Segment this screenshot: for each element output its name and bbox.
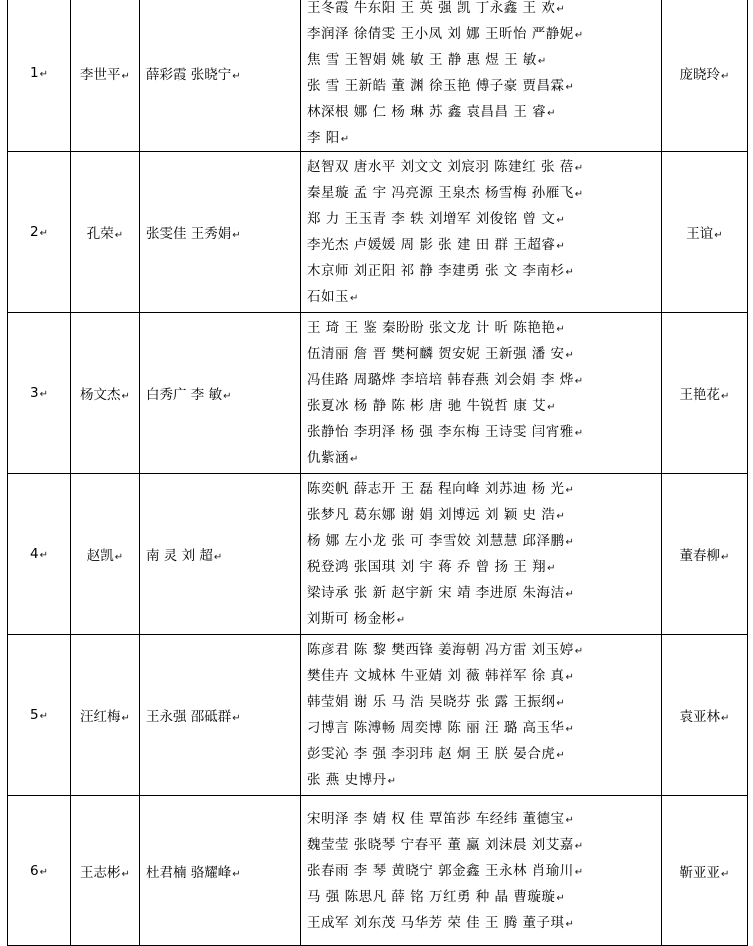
member-line (307, 0, 659, 21)
paragraph-mark: ↵ (574, 840, 584, 852)
paragraph-mark: ↵ (556, 698, 566, 709)
group-number-cell (8, 635, 71, 796)
leader-name: 孔荣 (86, 226, 114, 242)
member-names: 伍清丽 詹 晋 樊柯麟 贺安妮 王新强 潘 安 (307, 346, 565, 362)
paragraph-mark: ↵ (340, 134, 350, 145)
member-line (307, 858, 659, 884)
paragraph-mark: ↵ (232, 868, 241, 880)
member-names: 冯佳路 周璐烨 李培培 韩春燕 刘会娟 李 烨 (307, 372, 574, 388)
paragraph-mark: ↵ (547, 563, 557, 574)
leader-cell (71, 313, 140, 474)
member-line (307, 910, 659, 936)
paragraph-mark: ↵ (350, 454, 359, 465)
member-line (307, 476, 659, 502)
paragraph-mark: ↵ (114, 552, 124, 563)
head-name: 王谊 (686, 226, 714, 242)
paragraph-mark: ↵ (574, 30, 584, 41)
member-line (307, 341, 659, 367)
head-cell (662, 313, 748, 474)
paragraph-mark: ↵ (574, 376, 584, 387)
group-number: 3 (30, 385, 39, 401)
paragraph-mark: ↵ (350, 293, 359, 304)
paragraph-mark: ↵ (556, 4, 566, 15)
members-cell (301, 796, 662, 946)
paragraph-mark: ↵ (556, 241, 566, 252)
group-number: 1 (30, 65, 39, 81)
paragraph-mark: ↵ (556, 324, 566, 335)
member-names: 张春雨 李 琴 黄晓宁 郭金鑫 王永林 肖瑜川 (307, 862, 574, 879)
member-names: 陈彦君 陈 黎 樊西锋 姜海朝 冯方雷 刘玉婷 (307, 642, 574, 658)
head-cell (662, 796, 748, 946)
member-names: 李 阳 (307, 130, 340, 146)
group-number-cell (8, 152, 71, 313)
member-names: 林深根 娜 仁 杨 琳 苏 鑫 袁昌昌 王 睿 (307, 104, 547, 120)
member-names: 李光杰 卢媛媛 周 影 张 建 田 群 王超睿 (307, 237, 556, 253)
members-cell (301, 152, 662, 313)
tutors-cell (140, 0, 301, 152)
paragraph-mark: ↵ (565, 918, 575, 930)
group-row (8, 0, 748, 152)
paragraph-mark: ↵ (721, 391, 730, 402)
member-names: 焦 雪 王智娟 姚 敏 王 静 惠 煜 王 敏 (307, 52, 537, 68)
member-names: 樊佳卉 文城林 牛亚婧 刘 薇 韩祥军 徐 真 (307, 668, 565, 684)
member-names: 张 雪 王新皓 董 渊 徐玉艳 傅子豪 贾昌霖 (307, 78, 565, 94)
leader-cell (71, 474, 140, 635)
paragraph-mark: ↵ (721, 552, 730, 563)
leader-name: 赵凯 (86, 548, 114, 564)
member-names: 刁博言 陈溥畅 周奕博 陈 丽 汪 璐 高玉华 (307, 720, 565, 736)
tutor-names: 杜君楠 骆耀峰 (146, 864, 232, 881)
member-line (307, 606, 659, 632)
member-names: 王成军 刘东茂 马华芳 荣 佳 王 腾 董子琪 (307, 914, 565, 931)
member-names: 张夏冰 杨 静 陈 彬 唐 驰 牛锐哲 康 艾 (307, 398, 547, 414)
leader-name: 李世平 (80, 67, 121, 83)
member-names: 宋明泽 李 婧 权 佳 覃笛莎 车经纬 董德宝 (307, 810, 565, 827)
paragraph-mark: ↵ (39, 69, 48, 80)
paragraph-mark: ↵ (565, 485, 575, 496)
paragraph-mark: ↵ (223, 391, 232, 402)
head-cell (662, 152, 748, 313)
member-line (307, 637, 659, 663)
member-line (307, 393, 659, 419)
member-line (307, 258, 659, 284)
paragraph-mark: ↵ (556, 215, 566, 226)
group-number-cell (8, 796, 71, 946)
member-line (307, 767, 659, 793)
leader-cell (71, 0, 140, 152)
paragraph-mark: ↵ (232, 71, 241, 82)
paragraph-mark: ↵ (721, 868, 730, 880)
paragraph-mark: ↵ (39, 389, 48, 400)
head-name: 王艳花 (679, 387, 721, 403)
member-line (307, 445, 659, 471)
paragraph-mark: ↵ (574, 646, 584, 657)
group-number-cell (8, 474, 71, 635)
tutors-cell (140, 313, 301, 474)
member-names: 王冬霞 牛东阳 王 英 强 凯 丁永鑫 王 欢 (307, 0, 556, 16)
member-line (307, 47, 659, 73)
tutors-cell (140, 635, 301, 796)
member-names: 梁诗承 张 新 赵宇新 宋 靖 李进原 朱海洁 (307, 585, 565, 601)
paragraph-mark: ↵ (574, 189, 584, 200)
paragraph-mark: ↵ (547, 402, 557, 413)
member-line (307, 884, 659, 910)
group-number-cell (8, 313, 71, 474)
member-line (307, 99, 659, 125)
members-cell (301, 0, 662, 152)
paragraph-mark: ↵ (565, 350, 575, 361)
group-row (8, 152, 748, 313)
tutor-names: 南 灵 刘 超 (146, 548, 213, 564)
paragraph-mark: ↵ (565, 724, 575, 735)
leader-cell (71, 796, 140, 946)
tutors-cell (140, 796, 301, 946)
member-line (307, 502, 659, 528)
head-name: 董春柳 (679, 548, 721, 564)
member-line (307, 580, 659, 606)
member-names: 张静怡 李玥泽 杨 强 李东梅 王诗雯 闫宵雅 (307, 424, 574, 440)
paragraph-mark: ↵ (121, 391, 130, 402)
group-number: 5 (30, 707, 39, 723)
member-line (307, 73, 659, 99)
member-names: 王 琦 王 鉴 秦盼盼 张文龙 计 昕 陈艳艳 (307, 320, 556, 336)
head-cell (662, 0, 748, 152)
paragraph-mark: ↵ (396, 615, 406, 626)
leader-cell (71, 635, 140, 796)
member-line (307, 315, 659, 341)
head-name: 庞晓玲 (679, 67, 721, 83)
member-line (307, 663, 659, 689)
head-cell (662, 474, 748, 635)
member-names: 石如玉 (307, 289, 349, 305)
member-line (307, 21, 659, 47)
group-number-cell (8, 0, 71, 152)
member-line (307, 528, 659, 554)
member-line (307, 715, 659, 741)
paragraph-mark: ↵ (121, 71, 130, 82)
group-row (8, 796, 748, 946)
paragraph-mark: ↵ (39, 228, 48, 239)
paragraph-mark: ↵ (232, 230, 241, 241)
member-line (307, 206, 659, 232)
paragraph-mark: ↵ (121, 713, 130, 724)
paragraph-mark: ↵ (574, 428, 584, 439)
tutor-names: 薛彩霞 张晓宁 (146, 67, 232, 83)
paragraph-mark: ↵ (565, 589, 575, 600)
member-names: 木京师 刘正阳 祁 静 李建勇 张 文 李南杉 (307, 263, 565, 279)
tutor-names: 白秀广 李 敏 (146, 387, 223, 403)
members-cell (301, 635, 662, 796)
paragraph-mark: ↵ (565, 267, 575, 278)
member-names: 杨 娜 左小龙 张 可 李雪姣 刘慧慧 邱泽鹏 (307, 533, 565, 549)
paragraph-mark: ↵ (565, 537, 575, 548)
group-roster-table (7, 0, 748, 946)
group-row (8, 635, 748, 796)
paragraph-mark: ↵ (565, 814, 575, 826)
paragraph-mark: ↵ (114, 230, 124, 241)
member-names: 马 强 陈思凡 薛 铭 万红勇 种 晶 曹璇璇 (307, 888, 556, 905)
member-line (307, 554, 659, 580)
paragraph-mark: ↵ (574, 866, 584, 878)
group-number: 6 (30, 862, 39, 879)
paragraph-mark: ↵ (714, 230, 723, 241)
leader-name: 杨文杰 (80, 387, 121, 403)
member-names: 刘斯可 杨金彬 (307, 611, 396, 627)
member-line (307, 125, 659, 151)
member-names: 赵智双 唐水平 刘文文 刘宸羽 陈建红 张 蓓 (307, 159, 574, 175)
head-name: 靳亚亚 (679, 864, 721, 881)
member-line (307, 367, 659, 393)
tutors-cell (140, 474, 301, 635)
paragraph-mark: ↵ (39, 711, 48, 722)
member-line (307, 154, 659, 180)
group-row (8, 474, 748, 635)
paragraph-mark: ↵ (565, 672, 575, 683)
paragraph-mark: ↵ (721, 71, 730, 82)
tutor-names: 张雯佳 王秀娟 (146, 226, 232, 242)
paragraph-mark: ↵ (232, 713, 241, 724)
head-name: 袁亚林 (679, 709, 721, 725)
paragraph-mark: ↵ (574, 163, 584, 174)
paragraph-mark: ↵ (537, 56, 547, 67)
member-line (307, 689, 659, 715)
member-names: 郑 力 王玉青 李 轶 刘增军 刘俊铭 曾 文 (307, 211, 556, 227)
member-names: 张梦凡 葛东娜 谢 娟 刘博远 刘 颖 史 浩 (307, 507, 556, 523)
members-cell (301, 313, 662, 474)
member-line (307, 741, 659, 767)
member-names: 韩莹娟 谢 乐 马 浩 吴晓芬 张 露 王振纲 (307, 694, 556, 710)
paragraph-mark: ↵ (556, 511, 566, 522)
member-names: 秦星璇 孟 宇 冯亮源 王泉杰 杨雪梅 孙雁飞 (307, 185, 574, 201)
paragraph-mark: ↵ (556, 750, 566, 761)
paragraph-mark: ↵ (721, 713, 730, 724)
tutor-names: 王永强 邵砥群 (146, 709, 232, 725)
paragraph-mark: ↵ (556, 892, 566, 904)
paragraph-mark: ↵ (387, 776, 397, 787)
member-names: 魏莹莹 张晓琴 宁春平 董 赢 刘沫晨 刘艾嘉 (307, 836, 574, 853)
member-line (307, 419, 659, 445)
group-number: 4 (30, 546, 39, 562)
paragraph-mark: ↵ (121, 868, 130, 880)
leader-name: 王志彬 (80, 864, 121, 881)
member-line (307, 806, 659, 832)
paragraph-mark: ↵ (39, 550, 48, 561)
member-names: 彭雯沁 李 强 李羽玮 赵 炯 王 朕 晏合虎 (307, 746, 556, 762)
member-names: 仇紫涵 (307, 450, 349, 466)
member-line (307, 284, 659, 310)
member-names: 张 燕 史博丹 (307, 772, 387, 788)
member-names: 李润泽 徐倩雯 王小凤 刘 娜 王昕怡 严静妮 (307, 26, 574, 42)
member-line (307, 232, 659, 258)
paragraph-mark: ↵ (547, 108, 557, 119)
member-line (307, 180, 659, 206)
member-names: 陈奕帆 薛志开 王 磊 程向峰 刘苏迪 杨 光 (307, 481, 565, 497)
leader-cell (71, 152, 140, 313)
members-cell (301, 474, 662, 635)
member-names: 税登鸿 张国琪 刘 宇 蒋 乔 曾 扬 王 翔 (307, 559, 547, 575)
group-number: 2 (30, 224, 39, 240)
head-cell (662, 635, 748, 796)
paragraph-mark: ↵ (39, 866, 48, 878)
leader-name: 汪红梅 (80, 709, 121, 725)
paragraph-mark: ↵ (565, 82, 575, 93)
group-row (8, 313, 748, 474)
tutors-cell (140, 152, 301, 313)
member-line (307, 832, 659, 858)
paragraph-mark: ↵ (213, 552, 223, 563)
